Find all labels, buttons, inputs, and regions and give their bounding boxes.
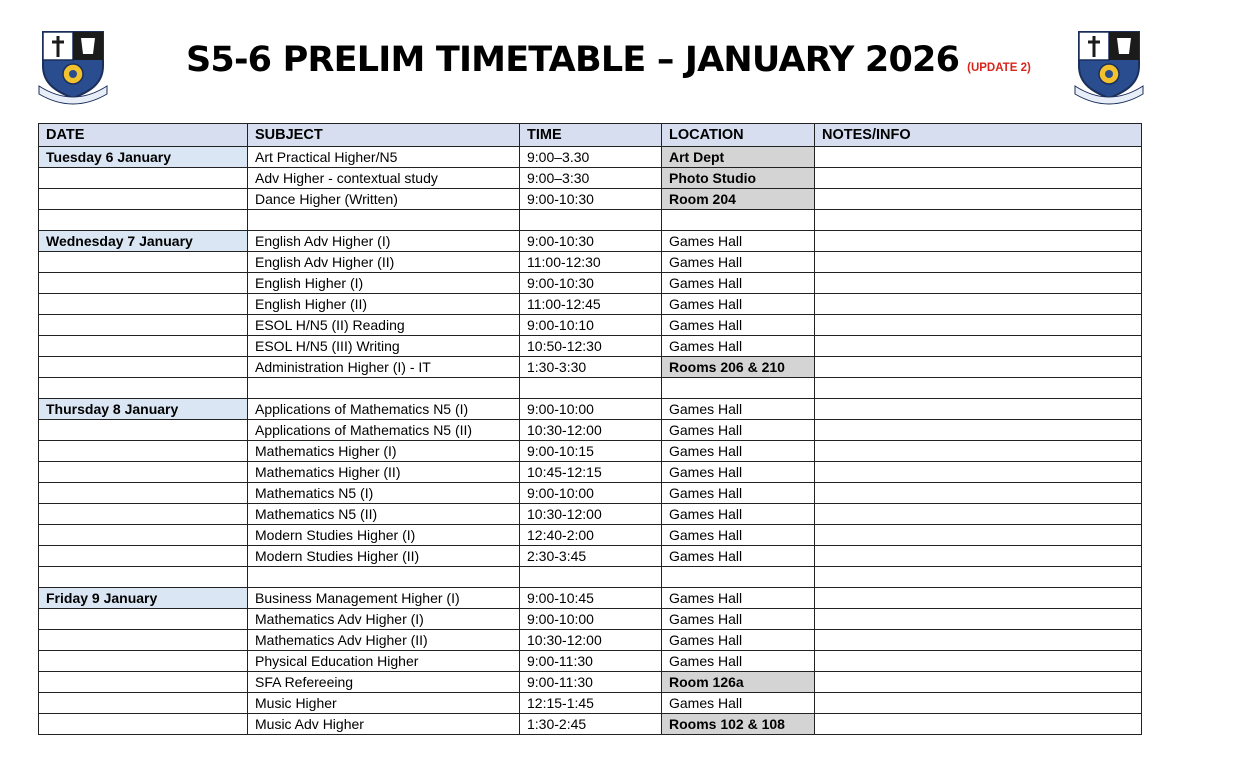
- table-row: [39, 588, 1142, 609]
- cell-date: [39, 420, 248, 441]
- cell-subject: Modern Studies Higher (II): [248, 546, 520, 567]
- cell-time: 10:30-12:00: [520, 504, 662, 525]
- cell-subject: English Adv Higher (I): [248, 231, 520, 252]
- cell-time: 9:00-10:30: [520, 273, 662, 294]
- cell-time: [520, 210, 662, 231]
- cell-notes: [815, 714, 1142, 735]
- cell-subject: Mathematics Adv Higher (II): [248, 630, 520, 651]
- cell-location: Games Hall: [662, 399, 815, 420]
- cell-date: [39, 609, 248, 630]
- cell-time: 9:00-10:30: [520, 189, 662, 210]
- cell-time: 1:30-2:45: [520, 714, 662, 735]
- cell-subject: English Higher (II): [248, 294, 520, 315]
- cell-subject: Physical Education Higher: [248, 651, 520, 672]
- cell-location: Games Hall: [662, 609, 815, 630]
- cell-location: Games Hall: [662, 462, 815, 483]
- cell-notes: [815, 420, 1142, 441]
- school-crest-icon: [1073, 26, 1145, 108]
- cell-notes: [815, 588, 1142, 609]
- column-header-notes: NOTES/INFO: [815, 124, 1142, 147]
- cell-subject: Adv Higher - contextual study: [248, 168, 520, 189]
- cell-subject: Applications of Mathematics N5 (II): [248, 420, 520, 441]
- column-header-location: LOCATION: [662, 124, 815, 147]
- cell-location: Games Hall: [662, 525, 815, 546]
- cell-notes: [815, 336, 1142, 357]
- cell-time: 11:00-12:30: [520, 252, 662, 273]
- cell-subject: Mathematics Adv Higher (I): [248, 609, 520, 630]
- cell-location: Rooms 102 & 108: [662, 714, 815, 735]
- cell-time: 9:00–3:30: [520, 168, 662, 189]
- cell-time: 11:00-12:45: [520, 294, 662, 315]
- cell-subject: ESOL H/N5 (II) Reading: [248, 315, 520, 336]
- table-body: [39, 147, 1142, 735]
- cell-location: [662, 567, 815, 588]
- cell-location: Rooms 206 & 210: [662, 357, 815, 378]
- spacer-row: [39, 567, 1142, 588]
- cell-notes: [815, 651, 1142, 672]
- table-row: [39, 420, 1142, 441]
- cell-time: 9:00-10:15: [520, 441, 662, 462]
- cell-time: 9:00-10:45: [520, 588, 662, 609]
- table-row: [39, 231, 1142, 252]
- cell-subject: Applications of Mathematics N5 (I): [248, 399, 520, 420]
- cell-subject: Music Higher: [248, 693, 520, 714]
- cell-subject: Administration Higher (I) - IT: [248, 357, 520, 378]
- cell-notes: [815, 189, 1142, 210]
- cell-time: 9:00-10:00: [520, 483, 662, 504]
- cell-subject: Art Practical Higher/N5: [248, 147, 520, 168]
- cell-time: 10:30-12:00: [520, 630, 662, 651]
- cell-notes: [815, 546, 1142, 567]
- school-crest-icon: [37, 26, 109, 108]
- cell-notes: [815, 399, 1142, 420]
- table-row: [39, 168, 1142, 189]
- table-row: [39, 399, 1142, 420]
- cell-location: [662, 378, 815, 399]
- cell-notes: [815, 441, 1142, 462]
- table-row: [39, 693, 1142, 714]
- table-row: [39, 546, 1142, 567]
- cell-date: Friday 9 January: [39, 588, 248, 609]
- cell-time: 1:30-3:30: [520, 357, 662, 378]
- cell-location: Art Dept: [662, 147, 815, 168]
- cell-time: 9:00-10:10: [520, 315, 662, 336]
- cell-notes: [815, 672, 1142, 693]
- cell-notes: [815, 168, 1142, 189]
- cell-location: Games Hall: [662, 273, 815, 294]
- cell-date: [39, 336, 248, 357]
- cell-date: [39, 567, 248, 588]
- cell-notes: [815, 315, 1142, 336]
- cell-date: [39, 189, 248, 210]
- cell-date: [39, 357, 248, 378]
- column-header-time: TIME: [520, 124, 662, 147]
- table-row: [39, 672, 1142, 693]
- cell-subject: English Adv Higher (II): [248, 252, 520, 273]
- cell-notes: [815, 294, 1142, 315]
- cell-time: 9:00-10:00: [520, 609, 662, 630]
- cell-notes: [815, 147, 1142, 168]
- cell-date: [39, 378, 248, 399]
- cell-date: [39, 672, 248, 693]
- cell-subject: Mathematics Higher (I): [248, 441, 520, 462]
- table-row: [39, 651, 1142, 672]
- cell-time: 10:50-12:30: [520, 336, 662, 357]
- table-row: [39, 147, 1142, 168]
- column-header-subject: SUBJECT: [248, 124, 520, 147]
- cell-date: [39, 441, 248, 462]
- cell-subject: [248, 210, 520, 231]
- cell-location: Games Hall: [662, 420, 815, 441]
- cell-subject: SFA Refereeing: [248, 672, 520, 693]
- cell-notes: [815, 609, 1142, 630]
- cell-date: [39, 168, 248, 189]
- cell-subject: English Higher (I): [248, 273, 520, 294]
- cell-notes: [815, 231, 1142, 252]
- cell-notes: [815, 273, 1142, 294]
- cell-subject: Dance Higher (Written): [248, 189, 520, 210]
- cell-date: Thursday 8 January: [39, 399, 248, 420]
- cell-date: [39, 525, 248, 546]
- cell-location: Games Hall: [662, 315, 815, 336]
- cell-location: Games Hall: [662, 630, 815, 651]
- table-row: [39, 357, 1142, 378]
- table-row: [39, 630, 1142, 651]
- cell-notes: [815, 567, 1142, 588]
- cell-date: [39, 210, 248, 231]
- cell-location: Games Hall: [662, 441, 815, 462]
- cell-date: [39, 462, 248, 483]
- cell-date: [39, 693, 248, 714]
- cell-time: 10:45-12:15: [520, 462, 662, 483]
- cell-date: [39, 294, 248, 315]
- table-row: [39, 315, 1142, 336]
- cell-notes: [815, 462, 1142, 483]
- update-badge: (UPDATE 2): [967, 62, 1031, 74]
- cell-location: Games Hall: [662, 693, 815, 714]
- cell-date: [39, 483, 248, 504]
- table-row: [39, 462, 1142, 483]
- cell-notes: [815, 378, 1142, 399]
- cell-time: 10:30-12:00: [520, 420, 662, 441]
- cell-time: [520, 567, 662, 588]
- cell-time: 2:30-3:45: [520, 546, 662, 567]
- table-row: [39, 504, 1142, 525]
- timetable: [38, 123, 1142, 735]
- cell-notes: [815, 483, 1142, 504]
- cell-notes: [815, 525, 1142, 546]
- cell-subject: ESOL H/N5 (III) Writing: [248, 336, 520, 357]
- cell-location: Games Hall: [662, 231, 815, 252]
- cell-location: Games Hall: [662, 336, 815, 357]
- cell-time: [520, 378, 662, 399]
- cell-date: [39, 273, 248, 294]
- cell-subject: [248, 378, 520, 399]
- cell-location: Games Hall: [662, 546, 815, 567]
- cell-time: 9:00-11:30: [520, 651, 662, 672]
- cell-notes: [815, 357, 1142, 378]
- cell-subject: Mathematics N5 (I): [248, 483, 520, 504]
- table-row: [39, 483, 1142, 504]
- column-header-date: DATE: [39, 124, 248, 147]
- cell-subject: Music Adv Higher: [248, 714, 520, 735]
- cell-time: 12:15-1:45: [520, 693, 662, 714]
- table-row: [39, 336, 1142, 357]
- table-row: [39, 525, 1142, 546]
- cell-date: [39, 504, 248, 525]
- cell-subject: Modern Studies Higher (I): [248, 525, 520, 546]
- cell-subject: [248, 567, 520, 588]
- cell-time: 12:40-2:00: [520, 525, 662, 546]
- cell-time: 9:00-11:30: [520, 672, 662, 693]
- cell-notes: [815, 210, 1142, 231]
- cell-date: [39, 252, 248, 273]
- cell-notes: [815, 252, 1142, 273]
- cell-date: Wednesday 7 January: [39, 231, 248, 252]
- cell-location: [662, 210, 815, 231]
- cell-date: [39, 714, 248, 735]
- cell-date: [39, 630, 248, 651]
- cell-date: [39, 651, 248, 672]
- cell-time: 9:00-10:30: [520, 231, 662, 252]
- cell-date: Tuesday 6 January: [39, 147, 248, 168]
- table-row: [39, 441, 1142, 462]
- cell-subject: Mathematics Higher (II): [248, 462, 520, 483]
- page-title: S5-6 PRELIM TIMETABLE – JANUARY 2026: [186, 40, 960, 80]
- cell-location: Games Hall: [662, 294, 815, 315]
- cell-subject: Mathematics N5 (II): [248, 504, 520, 525]
- cell-time: 9:00-10:00: [520, 399, 662, 420]
- cell-location: Games Hall: [662, 504, 815, 525]
- cell-notes: [815, 693, 1142, 714]
- cell-date: [39, 315, 248, 336]
- cell-location: Room 204: [662, 189, 815, 210]
- spacer-row: [39, 378, 1142, 399]
- table-row: [39, 714, 1142, 735]
- table-row: [39, 273, 1142, 294]
- cell-location: Games Hall: [662, 252, 815, 273]
- cell-location: Room 126a: [662, 672, 815, 693]
- cell-date: [39, 546, 248, 567]
- cell-subject: Business Management Higher (I): [248, 588, 520, 609]
- table-header-row: [39, 124, 1142, 147]
- page-header: [186, 40, 1031, 100]
- table-row: [39, 252, 1142, 273]
- table-row: [39, 189, 1142, 210]
- cell-time: 9:00–3.30: [520, 147, 662, 168]
- cell-location: Games Hall: [662, 483, 815, 504]
- cell-location: Games Hall: [662, 651, 815, 672]
- table-row: [39, 294, 1142, 315]
- table-row: [39, 609, 1142, 630]
- cell-location: Games Hall: [662, 588, 815, 609]
- spacer-row: [39, 210, 1142, 231]
- cell-location: Photo Studio: [662, 168, 815, 189]
- cell-notes: [815, 630, 1142, 651]
- cell-notes: [815, 504, 1142, 525]
